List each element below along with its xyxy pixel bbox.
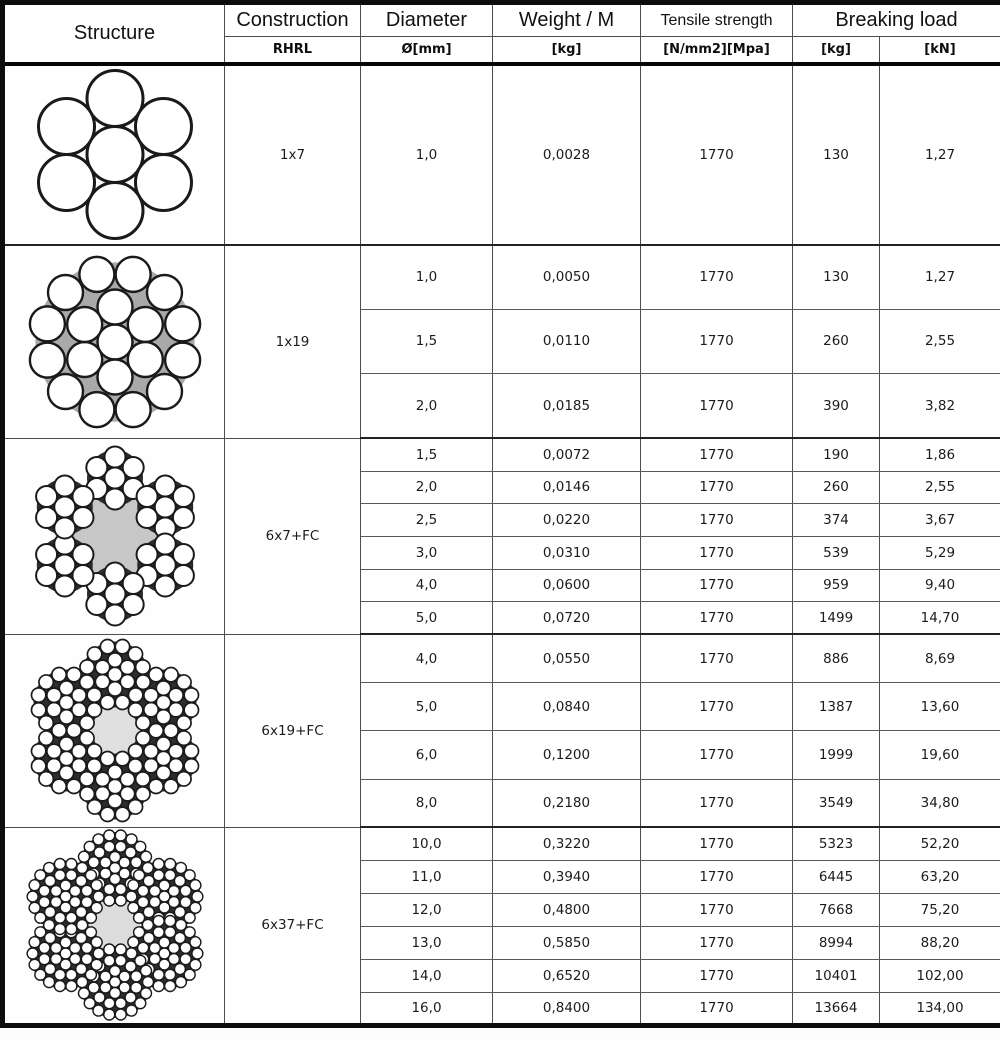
- breaking-kg-value: 374: [793, 504, 880, 537]
- subheader-diameter-mm: Ø[mm]: [361, 37, 493, 64]
- weight-value: 0,0840: [493, 683, 641, 731]
- diameter-value: 2,5: [361, 504, 493, 537]
- construction-label: 6x19+FC: [225, 634, 361, 827]
- table-header: [3, 3, 1000, 64]
- table-row: [3, 64, 1000, 245]
- breaking-kn-value: 8,69: [880, 634, 1000, 682]
- breaking-kn-value: 2,55: [880, 471, 1000, 504]
- tensile-value: 1770: [641, 245, 793, 310]
- table-body: [3, 64, 1000, 1026]
- col-header-breaking: Breaking load: [793, 3, 1000, 37]
- table-row: [3, 634, 1000, 682]
- subheader-breaking-kn: [kN]: [880, 37, 1000, 64]
- tensile-value: 1770: [641, 827, 793, 860]
- weight-value: 0,6520: [493, 959, 641, 992]
- breaking-kn-value: 13,60: [880, 683, 1000, 731]
- construction-label: 6x37+FC: [225, 827, 361, 1025]
- col-header-diameter: Diameter: [361, 3, 493, 37]
- breaking-kn-value: 1,86: [880, 438, 1000, 471]
- construction-label: 1x7: [225, 64, 361, 245]
- tensile-value: 1770: [641, 893, 793, 926]
- weight-value: 0,0028: [493, 64, 641, 245]
- breaking-kg-value: 260: [793, 309, 880, 374]
- breaking-kn-value: 63,20: [880, 860, 1000, 893]
- breaking-kn-value: 3,82: [880, 374, 1000, 439]
- breaking-kg-value: 1499: [793, 602, 880, 635]
- diameter-value: 11,0: [361, 860, 493, 893]
- breaking-kn-value: 5,29: [880, 536, 1000, 569]
- diameter-value: 5,0: [361, 602, 493, 635]
- tensile-value: 1770: [641, 536, 793, 569]
- tensile-value: 1770: [641, 992, 793, 1025]
- breaking-kg-value: 190: [793, 438, 880, 471]
- breaking-kg-value: 130: [793, 245, 880, 310]
- subheader-weight-kg: [kg]: [493, 37, 641, 64]
- tensile-value: 1770: [641, 779, 793, 827]
- tensile-value: 1770: [641, 374, 793, 439]
- breaking-kn-value: 102,00: [880, 959, 1000, 992]
- breaking-kg-value: 6445: [793, 860, 880, 893]
- breaking-kn-value: 52,20: [880, 827, 1000, 860]
- tensile-value: 1770: [641, 602, 793, 635]
- breaking-kn-value: 1,27: [880, 64, 1000, 245]
- breaking-kn-value: 34,80: [880, 779, 1000, 827]
- tensile-value: 1770: [641, 504, 793, 537]
- weight-value: 0,4800: [493, 893, 641, 926]
- breaking-kg-value: 3549: [793, 779, 880, 827]
- diameter-value: 1,5: [361, 438, 493, 471]
- diameter-value: 2,0: [361, 471, 493, 504]
- tensile-value: 1770: [641, 569, 793, 602]
- tensile-value: 1770: [641, 471, 793, 504]
- weight-value: 0,2180: [493, 779, 641, 827]
- weight-value: 0,0720: [493, 602, 641, 635]
- diameter-value: 13,0: [361, 926, 493, 959]
- weight-value: 0,3940: [493, 860, 641, 893]
- tensile-value: 1770: [641, 926, 793, 959]
- structure-diagram-cell: [3, 634, 225, 827]
- weight-value: 0,0072: [493, 438, 641, 471]
- weight-value: 0,0185: [493, 374, 641, 439]
- diameter-value: 4,0: [361, 634, 493, 682]
- tensile-value: 1770: [641, 64, 793, 245]
- col-header-weight: Weight / M: [493, 3, 641, 37]
- diameter-value: 8,0: [361, 779, 493, 827]
- table-row: [3, 827, 1000, 860]
- diameter-value: 5,0: [361, 683, 493, 731]
- breaking-kg-value: 1999: [793, 731, 880, 779]
- subheader-construction-rhrl: RHRL: [225, 37, 361, 64]
- breaking-kn-value: 1,27: [880, 245, 1000, 310]
- structure-diagram-cell: [3, 438, 225, 634]
- structure-diagram-cell: [3, 245, 225, 439]
- subheader-tensile-units: [N/mm2][Mpa]: [641, 37, 793, 64]
- col-header-construction: Construction: [225, 3, 361, 37]
- diameter-value: 6,0: [361, 731, 493, 779]
- weight-value: 0,0146: [493, 471, 641, 504]
- table-row: [3, 438, 1000, 471]
- breaking-kg-value: 130: [793, 64, 880, 245]
- tensile-value: 1770: [641, 438, 793, 471]
- tensile-value: 1770: [641, 683, 793, 731]
- construction-label: 1x19: [225, 245, 361, 439]
- table-row: [3, 245, 1000, 310]
- breaking-kg-value: 260: [793, 471, 880, 504]
- breaking-kg-value: 10401: [793, 959, 880, 992]
- weight-value: 0,0220: [493, 504, 641, 537]
- tensile-value: 1770: [641, 959, 793, 992]
- breaking-kn-value: 19,60: [880, 731, 1000, 779]
- 6x19-fc-cross-section-icon: [5, 636, 225, 825]
- construction-label: 6x7+FC: [225, 438, 361, 634]
- breaking-kn-value: 14,70: [880, 602, 1000, 635]
- breaking-kg-value: 539: [793, 536, 880, 569]
- breaking-kg-value: 8994: [793, 926, 880, 959]
- weight-value: 0,0050: [493, 245, 641, 310]
- 6x7-fc-cross-section-icon: [5, 440, 225, 632]
- weight-value: 0,1200: [493, 731, 641, 779]
- tensile-value: 1770: [641, 634, 793, 682]
- breaking-kg-value: 390: [793, 374, 880, 439]
- breaking-kg-value: 5323: [793, 827, 880, 860]
- breaking-kg-value: 886: [793, 634, 880, 682]
- diameter-value: 10,0: [361, 827, 493, 860]
- col-header-tensile: Tensile strength: [641, 3, 793, 37]
- diameter-value: 1,0: [361, 245, 493, 310]
- tensile-value: 1770: [641, 731, 793, 779]
- structure-diagram-cell: [3, 827, 225, 1025]
- diameter-value: 3,0: [361, 536, 493, 569]
- breaking-kg-value: 13664: [793, 992, 880, 1025]
- diameter-value: 4,0: [361, 569, 493, 602]
- tensile-value: 1770: [641, 860, 793, 893]
- weight-value: 0,0550: [493, 634, 641, 682]
- weight-value: 0,0310: [493, 536, 641, 569]
- weight-value: 0,8400: [493, 992, 641, 1025]
- weight-value: 0,3220: [493, 827, 641, 860]
- breaking-kn-value: 2,55: [880, 309, 1000, 374]
- weight-value: 0,0600: [493, 569, 641, 602]
- breaking-kn-value: 9,40: [880, 569, 1000, 602]
- tensile-value: 1770: [641, 309, 793, 374]
- subheader-breaking-kg: [kg]: [793, 37, 880, 64]
- 6x37-fc-cross-section-icon: [5, 828, 225, 1022]
- 1x7-cross-section-icon: [5, 66, 225, 243]
- breaking-kn-value: 134,00: [880, 992, 1000, 1025]
- diameter-value: 1,5: [361, 309, 493, 374]
- breaking-kn-value: 3,67: [880, 504, 1000, 537]
- diameter-value: 14,0: [361, 959, 493, 992]
- col-header-structure: Structure: [3, 3, 225, 64]
- diameter-value: 2,0: [361, 374, 493, 439]
- diameter-value: 1,0: [361, 64, 493, 245]
- structure-diagram-cell: [3, 64, 225, 245]
- breaking-kg-value: 7668: [793, 893, 880, 926]
- breaking-kg-value: 1387: [793, 683, 880, 731]
- 1x19-cross-section-icon: [5, 247, 225, 437]
- breaking-kg-value: 959: [793, 569, 880, 602]
- weight-value: 0,0110: [493, 309, 641, 374]
- weight-value: 0,5850: [493, 926, 641, 959]
- diameter-value: 16,0: [361, 992, 493, 1025]
- breaking-kn-value: 75,20: [880, 893, 1000, 926]
- diameter-value: 12,0: [361, 893, 493, 926]
- breaking-kn-value: 88,20: [880, 926, 1000, 959]
